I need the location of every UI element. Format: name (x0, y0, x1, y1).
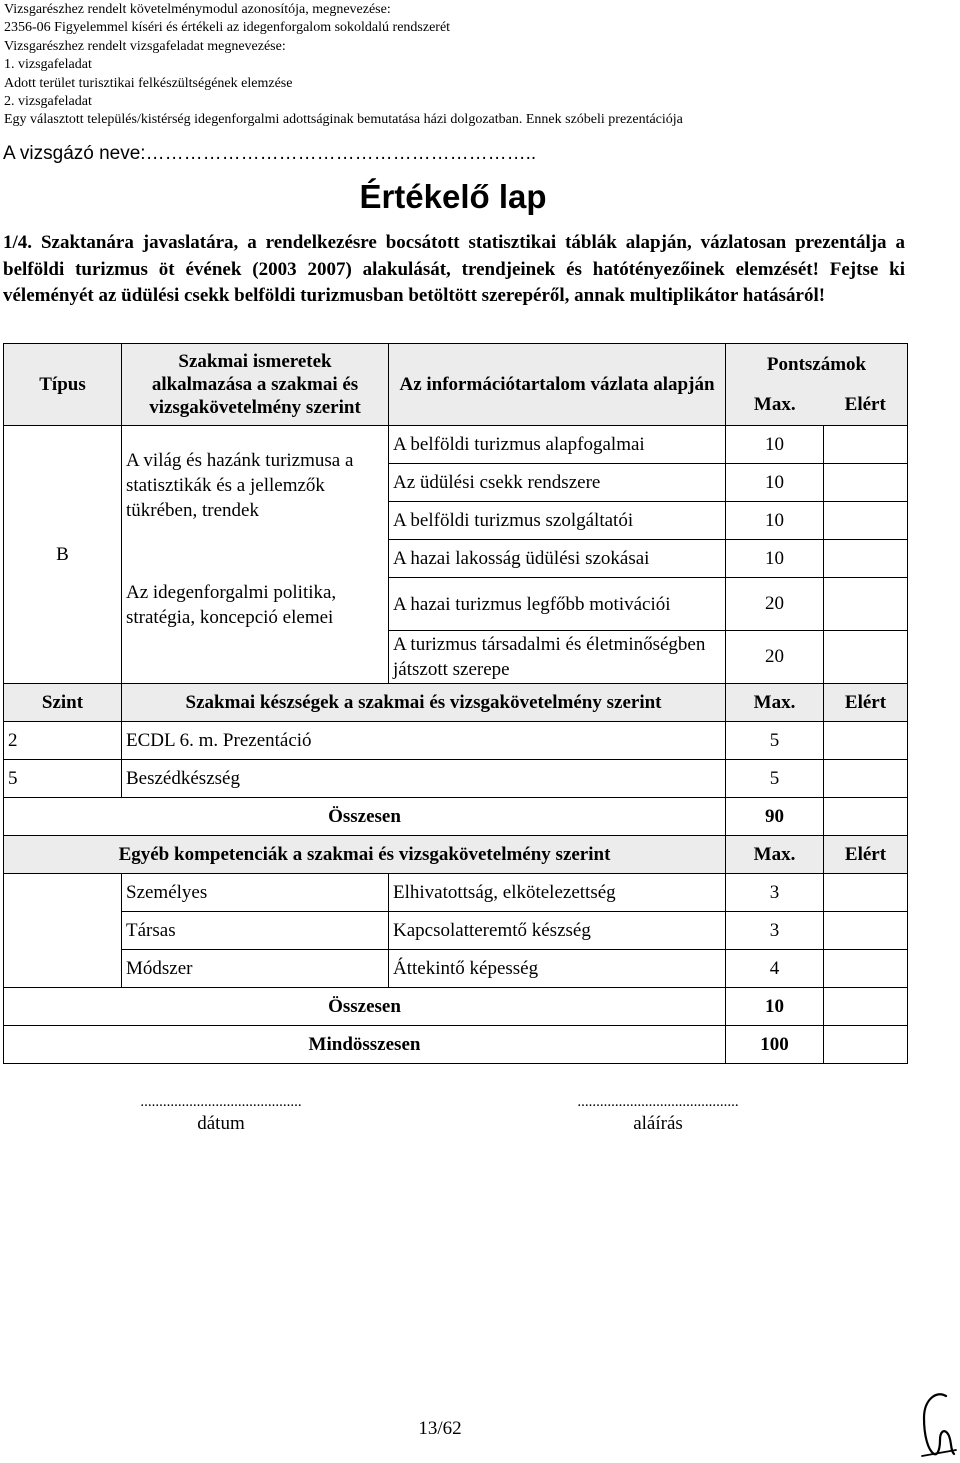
header-max: Max. (726, 836, 824, 874)
header-line: 2. vizsgafeladat (4, 94, 92, 110)
item-label: A hazai lakosság üdülési szokásai (389, 540, 726, 578)
header-szakmai-ismeretek: Szakmai ismeretek alkalmazása a szakmai és vizsgakövetelmény szerint (122, 344, 389, 426)
type-value: B (4, 426, 122, 684)
header-pontszamok: Pontszámok (726, 344, 908, 386)
item-elert-field[interactable] (824, 464, 908, 502)
item-max: 20 (726, 578, 824, 631)
competency-elert-field[interactable] (824, 950, 908, 988)
header-line: 2356-06 Figyelemmel kíséri és értékeli az idegenforgalom sokoldalú rendszerét (4, 20, 451, 36)
item-label: A turizmus társadalmi és életminőségben játszott szerepe (389, 631, 726, 684)
subtotal-elert-field[interactable] (824, 988, 908, 1026)
item-label: A belföldi turizmus alapfogalmai (389, 426, 726, 464)
page-number: 13/62 (418, 1418, 462, 1439)
topic-2: Az idegenforgalmi politika, stratégia, koncepció elemei (126, 582, 337, 628)
skill-level: 2 (4, 722, 122, 760)
item-elert-field[interactable] (824, 631, 908, 684)
item-label: A hazai turizmus legfőbb motivációi (389, 578, 726, 631)
grand-total-max: 100 (726, 1026, 824, 1064)
item-elert-field[interactable] (824, 540, 908, 578)
header-informacio: Az információtartalom vázlata alapján (389, 344, 726, 426)
header-elert: Elért (824, 836, 908, 874)
header-elert: Elért (824, 684, 908, 722)
subtotal-max: 10 (726, 988, 824, 1026)
skill-level: 5 (4, 760, 122, 798)
header-tipus: Típus (4, 344, 122, 426)
subtotal-label: Összesen (4, 798, 726, 836)
header-line: Egy választott település/kistérség idegenforgalmi adottságinak bemutatása házi dolgozatban. Ennek szóbeli prezentációja (4, 112, 683, 128)
evaluation-table (3, 343, 908, 1064)
topic-1: A világ és hazánk turizmusa a statisztikák és a jellemzők tükrében, trendek (126, 450, 354, 521)
competency-max: 3 (726, 874, 824, 912)
header-max: Max. (726, 684, 824, 722)
subtotal-label: Összesen (4, 988, 726, 1026)
item-label: A belföldi turizmus szolgáltatói (389, 502, 726, 540)
competency-elert-field[interactable] (824, 874, 908, 912)
sign-signature-block (527, 1094, 789, 1135)
competency-spacer (4, 874, 122, 988)
signature-field[interactable]: ........................................... (577, 1094, 739, 1110)
competency-label: Elhivatottság, elkötelezettség (389, 874, 726, 912)
item-label: Az üdülési csekk rendszere (389, 464, 726, 502)
item-elert-field[interactable] (824, 578, 908, 631)
topics-cell (122, 426, 389, 684)
subtotal-max: 90 (726, 798, 824, 836)
date-label: dátum (197, 1113, 245, 1134)
grand-total-label: Mindösszesen (4, 1026, 726, 1064)
header-egyeb-kompetenciak: Egyéb kompetenciák a szakmai és vizsgakövetelmény szerint (4, 836, 726, 874)
task-description: 1/4. Szaktanára javaslatára, a rendelkezésre bocsátott statisztikai táblák alapján, vázlatosan prezentálja a belföldi turizmus öt évének (2003 2007) alakulását, trendjeinek és hatótényezőinek elemzését! Fejtse ki véleményét az üdülési csekk belföldi turizmusban betöltött szerepéről, annak multiplikátor hatásáról! (3, 232, 905, 306)
skill-elert-field[interactable] (824, 760, 908, 798)
header-szakmai-keszsegek: Szakmai készségek a szakmai és vizsgakövetelmény szerint (122, 684, 726, 722)
skill-elert-field[interactable] (824, 722, 908, 760)
document-header (4, 1, 683, 130)
item-max: 10 (726, 502, 824, 540)
skill-label: Beszédkészség (122, 760, 726, 798)
item-elert-field[interactable] (824, 502, 908, 540)
competency-max: 4 (726, 950, 824, 988)
header-max: Max. (726, 386, 824, 426)
skill-max: 5 (726, 722, 824, 760)
competency-elert-field[interactable] (824, 912, 908, 950)
candidate-name-field[interactable]: A vizsgázó neve:…………………………………………………….. (3, 143, 537, 164)
date-field[interactable]: ........................................... (140, 1094, 302, 1110)
header-line: 1. vizsgafeladat (4, 57, 92, 73)
competency-max: 3 (726, 912, 824, 950)
item-elert-field[interactable] (824, 426, 908, 464)
competency-category: Módszer (122, 950, 389, 988)
item-max: 20 (726, 631, 824, 684)
handwritten-initial-icon (918, 1388, 958, 1458)
item-max: 10 (726, 540, 824, 578)
skill-max: 5 (726, 760, 824, 798)
signature-label: aláírás (633, 1113, 683, 1134)
header-line: Adott terület turisztikai felkészültségének elemzése (4, 75, 293, 91)
header-szint: Szint (4, 684, 122, 722)
skill-label: ECDL 6. m. Prezentáció (122, 722, 726, 760)
competency-label: Áttekintő képesség (389, 950, 726, 988)
page-title: Értékelő lap (359, 178, 547, 215)
competency-category: Társas (122, 912, 389, 950)
header-elert: Elért (824, 386, 908, 426)
item-max: 10 (726, 426, 824, 464)
grand-total-elert-field[interactable] (824, 1026, 908, 1064)
header-line: Vizsgarészhez rendelt követelménymodul azonosítója, megnevezése: (4, 2, 391, 17)
date-signature-block (90, 1094, 352, 1135)
subtotal-elert-field[interactable] (824, 798, 908, 836)
item-max: 10 (726, 464, 824, 502)
competency-label: Kapcsolatteremtő készség (389, 912, 726, 950)
header-line: Vizsgarészhez rendelt vizsgafeladat megnevezése: (4, 38, 286, 54)
competency-category: Személyes (122, 874, 389, 912)
